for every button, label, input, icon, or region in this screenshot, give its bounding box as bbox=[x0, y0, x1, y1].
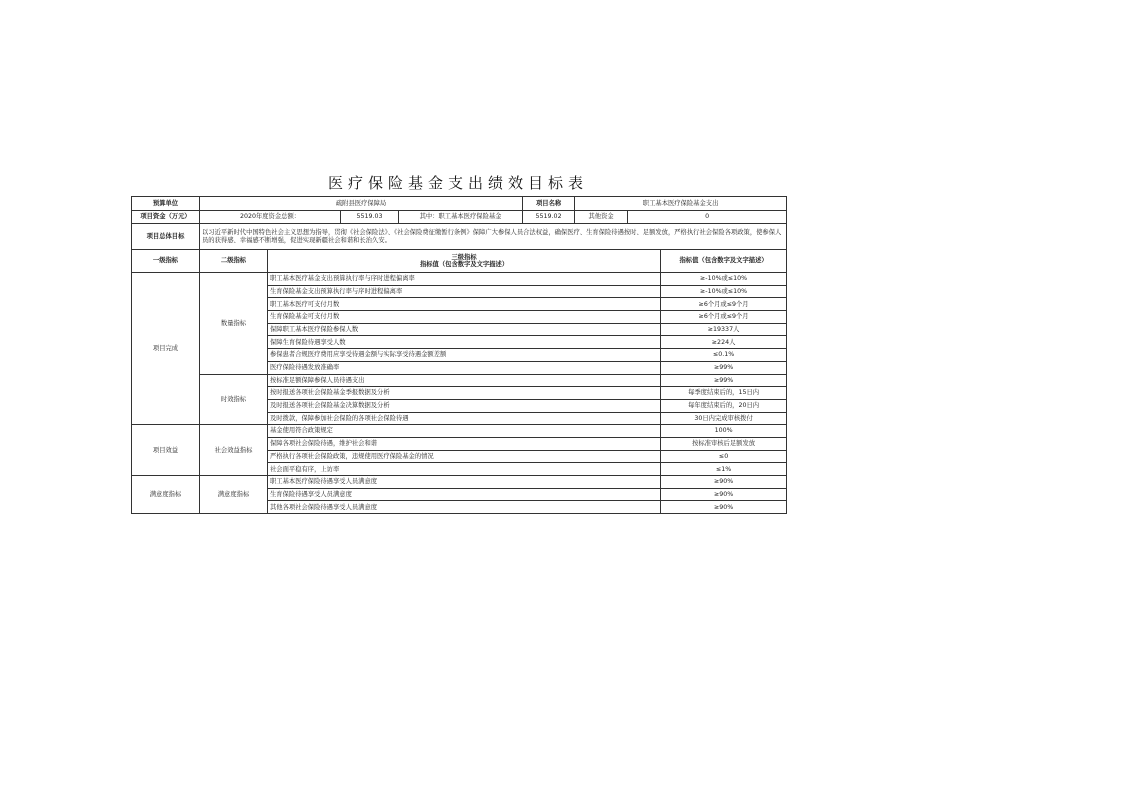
funds-among-label: 其中：职工基本医疗保险基金 bbox=[399, 210, 523, 224]
value-cell: ≤0.1% bbox=[661, 349, 787, 362]
value-cell: ≥6个月或≤9个月 bbox=[661, 298, 787, 311]
goal-text: 以习近平新时代中国特色社会主义思想为指导，贯彻《社会保险法》、《社会保险费征缴暂行条例》保障广大参保人员合法权益，确保医疗、生育保险待遇按时、足额发放，严格执行社会保险各项政策，使参保人员的获得感、幸福感不断增强，促进实现新疆社会和谐和长治久安。 bbox=[200, 224, 787, 250]
project-value: 职工基本医疗保险基金支出 bbox=[575, 197, 787, 211]
funds-row bbox=[132, 210, 787, 224]
funds-total-value: 5519.03 bbox=[341, 210, 399, 224]
indicator-cell: 保障各项社会保险待遇，维护社会和谐 bbox=[268, 437, 661, 450]
col-value: 指标值（包含数字及文字描述） bbox=[661, 250, 787, 273]
col-level3-line1: 三级指标 bbox=[451, 253, 477, 261]
indicator-cell: 生育保险基金支出预算执行率与序时进程偏离率 bbox=[268, 285, 661, 298]
level2-cell: 满意度指标 bbox=[200, 476, 268, 514]
value-cell: 100% bbox=[661, 425, 787, 438]
value-cell: 30日内完成审核拨付 bbox=[661, 412, 787, 425]
indicator-cell: 职工基本医疗保险待遇享受人员满意度 bbox=[268, 476, 661, 489]
value-cell: ≥-10%或≤10% bbox=[661, 285, 787, 298]
goal-label: 项目总体目标 bbox=[132, 224, 200, 250]
column-header-row bbox=[132, 250, 787, 273]
value-cell: 按标准审核后足额发放 bbox=[661, 437, 787, 450]
value-cell: ≥99% bbox=[661, 374, 787, 387]
header-row bbox=[132, 197, 787, 211]
col-level2: 二级指标 bbox=[200, 250, 268, 273]
col-level3 bbox=[268, 250, 661, 273]
indicator-cell: 生育保险基金可支付月数 bbox=[268, 311, 661, 324]
funds-total-label: 2020年度资金总额： bbox=[200, 210, 341, 224]
col-level3-line2: 指标值（包含数字及文字描述） bbox=[419, 261, 509, 268]
col-level1: 一级指标 bbox=[132, 250, 200, 273]
indicator-cell: 参保患者合规医疗费用应享受待遇金额与实际享受待遇金额差额 bbox=[268, 349, 661, 362]
funds-other-value: 0 bbox=[628, 210, 787, 224]
value-cell: 每季度结束后的，15日内 bbox=[661, 387, 787, 400]
indicator-cell: 按时报送各项社会保险基金季报数据及分析 bbox=[268, 387, 661, 400]
level1-cell: 项目完成 bbox=[132, 273, 200, 425]
value-cell: 每年度结束后的，20日内 bbox=[661, 399, 787, 412]
indicator-cell: 按标准足额保障参保人员待遇支出 bbox=[268, 374, 661, 387]
indicator-cell: 及时拨款，保障参加社会保险的各项社会保险待遇 bbox=[268, 412, 661, 425]
value-cell: ≥90% bbox=[661, 501, 787, 514]
indicator-cell: 社会面平稳有序，上访率 bbox=[268, 463, 661, 476]
unit-value: 疏附县医疗保障局 bbox=[200, 197, 523, 211]
table-row bbox=[132, 476, 787, 489]
table-row bbox=[132, 374, 787, 387]
level1-cell: 项目效益 bbox=[132, 425, 200, 476]
indicator-cell: 基金使用符合政策规定 bbox=[268, 425, 661, 438]
indicator-cell: 职工基本医疗基金支出预算执行率与序时进程偏离率 bbox=[268, 273, 661, 286]
value-cell: ≥6个月或≤9个月 bbox=[661, 311, 787, 324]
level2-cell: 社会效益指标 bbox=[200, 425, 268, 476]
value-cell: ≥19337人 bbox=[661, 323, 787, 336]
indicator-cell: 及时报送各项社会保险基金决算数据及分析 bbox=[268, 399, 661, 412]
value-cell: ≥224人 bbox=[661, 336, 787, 349]
value-cell: ≤0 bbox=[661, 450, 787, 463]
indicator-cell: 保障生育保险待遇享受人数 bbox=[268, 336, 661, 349]
funds-label: 项目资金（万元） bbox=[132, 210, 200, 224]
unit-label: 预算单位 bbox=[132, 197, 200, 211]
value-cell: ≥-10%或≤10% bbox=[661, 273, 787, 286]
funds-among-value: 5519.02 bbox=[523, 210, 575, 224]
document-title: 医疗保险基金支出绩效目标表 bbox=[327, 174, 588, 192]
level1-cell: 满意度指标 bbox=[132, 476, 200, 514]
performance-target-table bbox=[131, 196, 787, 514]
goal-row bbox=[132, 224, 787, 250]
value-cell: ≤1% bbox=[661, 463, 787, 476]
indicator-cell: 医疗保险待遇发放准确率 bbox=[268, 361, 661, 374]
indicator-cell: 职工基本医疗可支付月数 bbox=[268, 298, 661, 311]
level2-cell: 时效指标 bbox=[200, 374, 268, 425]
level2-cell: 数量指标 bbox=[200, 273, 268, 375]
indicator-cell: 保障职工基本医疗保险参保人数 bbox=[268, 323, 661, 336]
project-label: 项目名称 bbox=[523, 197, 575, 211]
value-cell: ≥90% bbox=[661, 476, 787, 489]
indicator-cell: 严格执行各项社会保险政策，违规使用医疗保险基金的情况 bbox=[268, 450, 661, 463]
table-row bbox=[132, 273, 787, 286]
indicator-cell: 生育保险待遇享受人员满意度 bbox=[268, 488, 661, 501]
table-row bbox=[132, 425, 787, 438]
value-cell: ≥99% bbox=[661, 361, 787, 374]
value-cell: ≥90% bbox=[661, 488, 787, 501]
funds-other-label: 其他资金 bbox=[575, 210, 628, 224]
indicator-cell: 其他各项社会保险待遇享受人员满意度 bbox=[268, 501, 661, 514]
